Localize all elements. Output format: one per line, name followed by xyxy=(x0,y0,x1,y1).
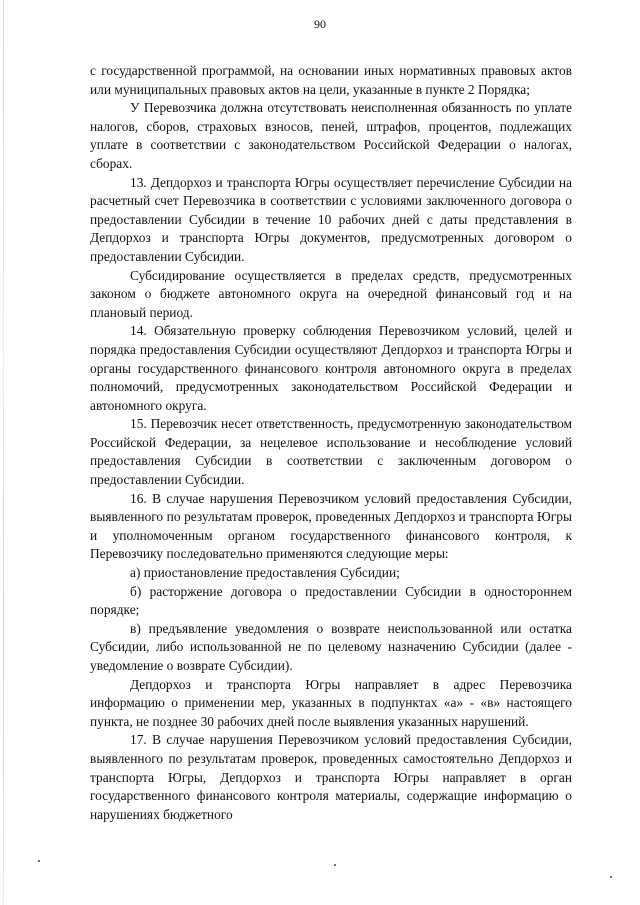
scan-edge-shadow xyxy=(3,0,4,905)
paragraph-item-14: 14. Обязательную проверку соблюдения Перевозчиком условий, целей и порядка предоставления Субсидии осуществляют Депдорхоз и транспорта Югры и органы государственного финансового контроля автономного округа в пределах полномочий, предусмотренных законодательством Российской Федерации и автономного округа. xyxy=(90,323,572,413)
paragraph-item-13: 13. Депдорхоз и транспорта Югры осуществляет перечисление Субсидии на расчетный счет Перевозчика в соответствии с условиями заключенного договора о предоставлении Субсидии в течение 10 рабочих дней с даты представления в Депдорхоз и транспорта Югры документов, предусмотренных договором о предоставлении Субсидии. xyxy=(90,174,572,264)
scan-speck xyxy=(334,864,336,866)
scan-speck xyxy=(38,860,40,862)
paragraph-item-17: 17. В случае нарушения Перевозчиком условий предоставления Субсидии, выявленного по результатам проверок, проведенных самостоятельно Депдорхоз и транспорта Югры, Депдорхоз и транспорта Югры направляет в орган государственного финансового контроля материалы, содержащие информацию о нарушениях бюджетного xyxy=(90,732,572,822)
paragraph: У Перевозчика должна отсутствовать неисполненная обязанность по уплате налогов, сборов, страховых взносов, пеней, штрафов, процентов, подлежащих уплате в соответствии с законодательством Российской Федерации о налогах, сборах. xyxy=(90,100,572,171)
paragraph: Депдорхоз и транспорта Югры направляет в адрес Перевозчика информацию о применении мер, указанных в подпунктах «а» - «в» настоящего пункта, не позднее 30 рабочих дней после выявления указанных нарушений. xyxy=(90,676,572,729)
list-item-b: б) расторжение договора о предоставлении Субсидии в одностороннем порядке; xyxy=(90,583,572,618)
page-number: 90 xyxy=(314,17,326,31)
paragraph: Субсидирование осуществляется в пределах средств, предусмотренных законом о бюджете автономного округа на очередной финансовый год и на плановый период. xyxy=(90,267,572,320)
document-body xyxy=(90,62,572,824)
scan-speck xyxy=(610,876,612,878)
paragraph: с государственной программой, на основании иных нормативных правовых актов или муниципальных правовых актов на цели, указанные в пункте 2 Порядка; xyxy=(90,63,572,97)
paragraph-item-15: 15. Перевозчик несет ответственность, предусмотренную законодательством Российской Федерации, за нецелевое использование и несоблюдение условий предоставления Субсидии в соответствии с заключенным договором о предоставлении Субсидии. xyxy=(90,416,572,488)
list-item-v: в) предъявление уведомления о возврате неиспользованной или остатка Субсидии, либо использованной не по целевому назначению Субсидии (далее - уведомление о возврате Субсидии). xyxy=(90,620,572,673)
list-item-a: а) приостановление предоставления Субсидии; xyxy=(130,565,400,581)
paragraph-item-16: 16. В случае нарушения Перевозчиком условий предоставления Субсидии, выявленного по результатам проверок, проведенных Депдорхоз и транспорта Югры и уполномоченным органом государственного финансового контроля, к Перевозчику последовательно применяются следующие меры: xyxy=(90,490,572,562)
